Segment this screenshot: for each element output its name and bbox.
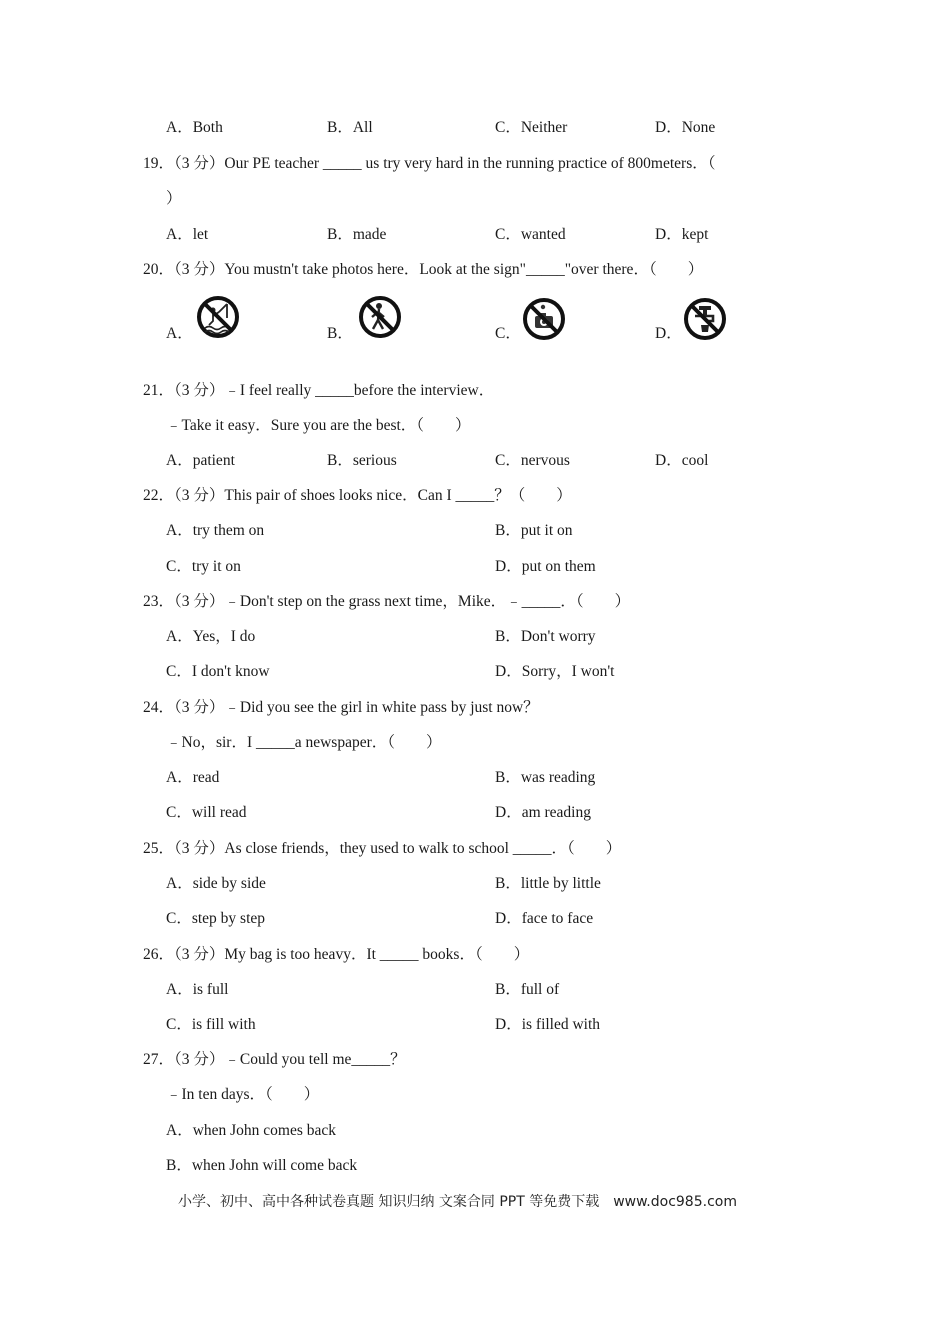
q21-reply: ﹣Take it easy．Sure you are the best．（ ）	[166, 417, 471, 434]
page-footer: 小学、初中、高中各种试卷真题 知识归纳 文案合同 PPT 等免费下载 www.doc985.com	[178, 1194, 737, 1210]
q27-reply: ﹣In ten days．（ ）	[166, 1086, 320, 1103]
q19-option-d: D．kept	[655, 226, 709, 243]
q26-option-a: A．is full	[166, 981, 229, 998]
q20-stem: 20．（3 分）You mustn't take photos here．Look at the sign"_____"over there．（ ）	[143, 261, 704, 278]
q24-stem: 24．（3 分）﹣Did you see the girl in white pass by just now？	[143, 699, 539, 716]
q24-reply: ﹣No，sir．I _____a newspaper．（ ）	[166, 734, 442, 751]
q19-stem-cont: ）	[166, 190, 182, 207]
no-drinking-icon	[683, 297, 727, 341]
q21-option-a: A．patient	[166, 452, 235, 469]
q23-stem: 23．（3 分）﹣Don't step on the grass next time，Mike．﹣_____．（ ）	[143, 593, 631, 610]
q20-option-c: C．	[495, 325, 521, 342]
q18-option-d: D．None	[655, 119, 716, 136]
q26-option-b: B．full of	[495, 981, 560, 998]
q24-option-b: B．was reading	[495, 769, 596, 786]
no-walking-icon	[358, 295, 402, 339]
q19-stem: 19．（3 分）Our PE teacher _____ us try very hard in the running practice of 800meters．（	[143, 155, 716, 172]
q22-option-c: C．try it on	[166, 558, 241, 575]
q23-option-d: D．Sorry，I won't	[495, 663, 615, 680]
q18-option-c: C．Neither	[495, 119, 568, 136]
q23-option-b: B．Don't worry	[495, 628, 596, 645]
q21-stem: 21．（3 分）﹣I feel really _____before the interview．	[143, 382, 495, 399]
q19-option-c: C．wanted	[495, 226, 566, 243]
q19-option-b: B．made	[327, 226, 387, 243]
q21-option-b: B．serious	[327, 452, 397, 469]
q24-option-a: A．read	[166, 769, 220, 786]
q26-option-d: D．is filled with	[495, 1016, 601, 1033]
q25-option-d: D．face to face	[495, 910, 594, 927]
q20-option-a: A．	[166, 325, 193, 342]
q18-option-b: B．All	[327, 119, 373, 136]
q27-option-a: A．when John comes back	[166, 1122, 337, 1139]
no-photography-icon	[522, 297, 566, 341]
q25-stem: 25．（3 分）As close friends，they used to walk to school _____．（ ）	[143, 840, 622, 857]
q21-option-c: C．nervous	[495, 452, 570, 469]
q21-option-d: D．cool	[655, 452, 709, 469]
q22-option-a: A．try them on	[166, 522, 265, 539]
q22-option-d: D．put on them	[495, 558, 596, 575]
q18-option-a: A．Both	[166, 119, 223, 136]
q19-option-a: A．let	[166, 226, 209, 243]
q22-stem: 22．（3 分）This pair of shoes looks nice．Can I _____？（ ）	[143, 487, 572, 504]
q26-option-c: C．is fill with	[166, 1016, 256, 1033]
q23-option-c: C．I don't know	[166, 663, 270, 680]
q25-option-b: B．little by little	[495, 875, 601, 892]
q27-stem: 27．（3 分）﹣Could you tell me_____？	[143, 1051, 406, 1068]
q25-option-c: C．step by step	[166, 910, 266, 927]
q27-option-b: B．when John will come back	[166, 1157, 358, 1174]
q25-option-a: A．side by side	[166, 875, 266, 892]
q20-option-d: D．	[655, 325, 682, 342]
q22-option-b: B．put it on	[495, 522, 573, 539]
q26-stem: 26．（3 分）My bag is too heavy．It _____ books．（ ）	[143, 946, 530, 963]
q24-option-c: C．will read	[166, 804, 247, 821]
q20-option-b: B．	[327, 325, 353, 342]
q24-option-d: D．am reading	[495, 804, 591, 821]
no-fishing-icon	[196, 295, 240, 339]
q23-option-a: A．Yes，I do	[166, 628, 256, 645]
